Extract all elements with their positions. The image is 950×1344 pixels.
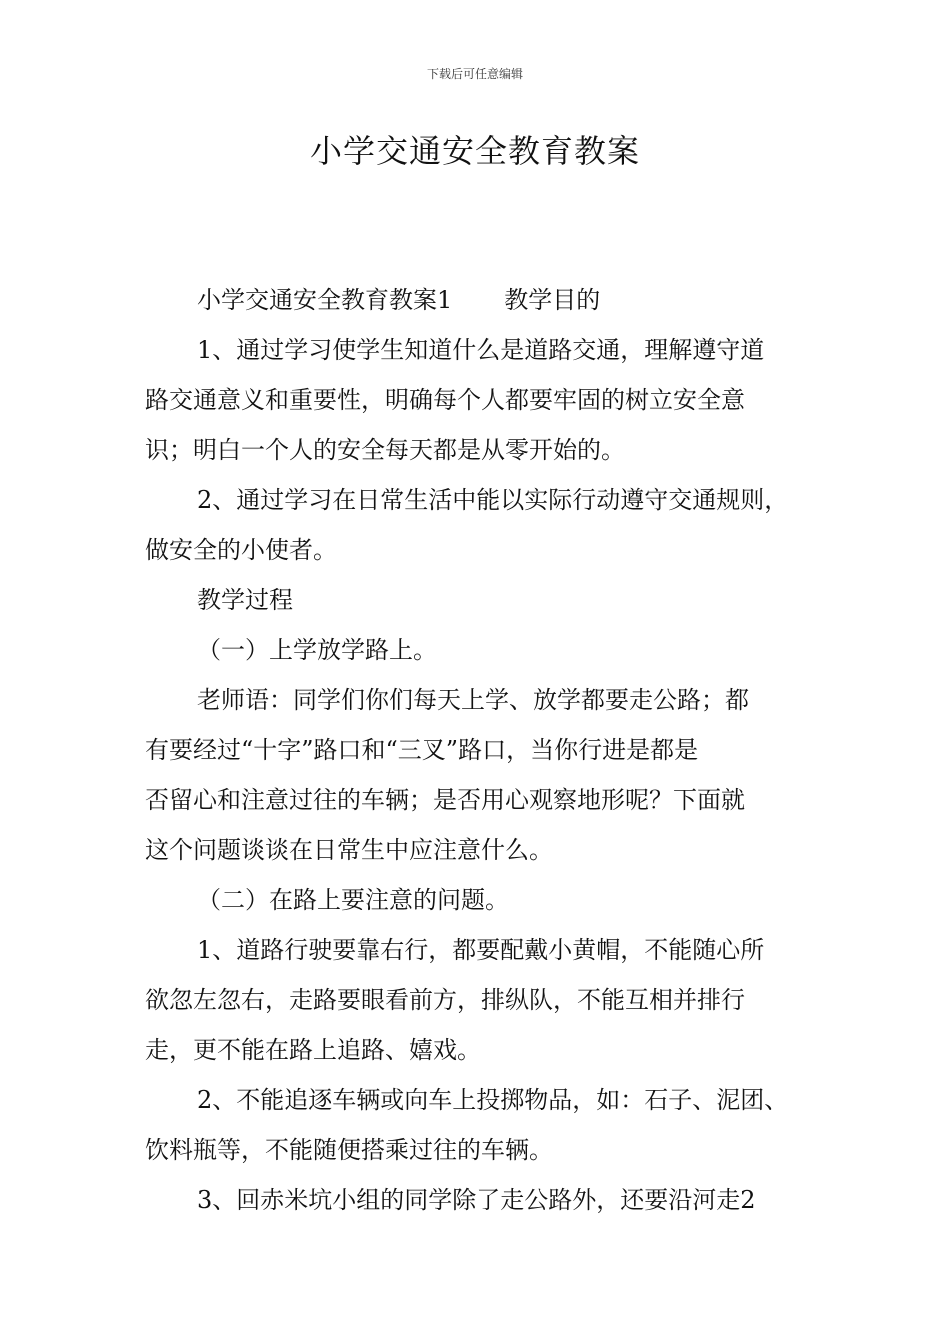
page-header-note: 下载后可任意编辑 [426,67,523,81]
paragraph-line: 3、回赤米坑小组的同学除了走公路外，还要沿河走2 [197,1186,756,1214]
paragraph-line: 这个问题谈谈在日常生中应注意什么。 [145,836,553,864]
paragraph-line: 1、道路行驶要靠右行，都要配戴小黄帽，不能随心所 [197,936,765,964]
document-title: 小学交通安全教育教案 [309,132,640,170]
paragraph-line: 走，更不能在路上追路、嬉戏。 [145,1036,481,1064]
paragraph-line: 欲忽左忽右，走路要眼看前方，排纵队，不能互相并排行 [145,986,745,1014]
teaching-goal-heading: 教学目的 [504,286,601,314]
subsection-heading: （二）在路上要注意的问题。 [197,886,509,914]
paragraph-line: 饮料瓶等，不能随便搭乘过往的车辆。 [145,1136,553,1164]
paragraph-line: 否留心和注意过往的车辆；是否用心观察地形呢？下面就 [145,786,745,814]
section-heading-line [197,284,600,316]
paragraph-line: 做安全的小使者。 [145,536,337,564]
paragraph-line: 识；明白一个人的安全每天都是从零开始的。 [145,436,625,464]
subsection-heading: （一）上学放学路上。 [197,636,437,664]
paragraph-line: 2、不能追逐车辆或向车上投掷物品，如：石子、泥团、 [197,1086,789,1114]
section-heading: 教学过程 [197,586,293,614]
paragraph-line: 1、通过学习使学生知道什么是道路交通，理解遵守道 [197,336,765,364]
paragraph-line: 老师语：同学们你们每天上学、放学都要走公路；都 [197,686,749,714]
paragraph-line: 2、通过学习在日常生活中能以实际行动遵守交通规则， [197,486,789,514]
paragraph-line: 有要经过“十字”路口和“三叉”路口，当你行进是都是 [145,736,699,764]
lesson-heading: 小学交通安全教育教案1 [197,286,453,314]
paragraph-line: 路交通意义和重要性，明确每个人都要牢固的树立安全意 [145,386,745,414]
